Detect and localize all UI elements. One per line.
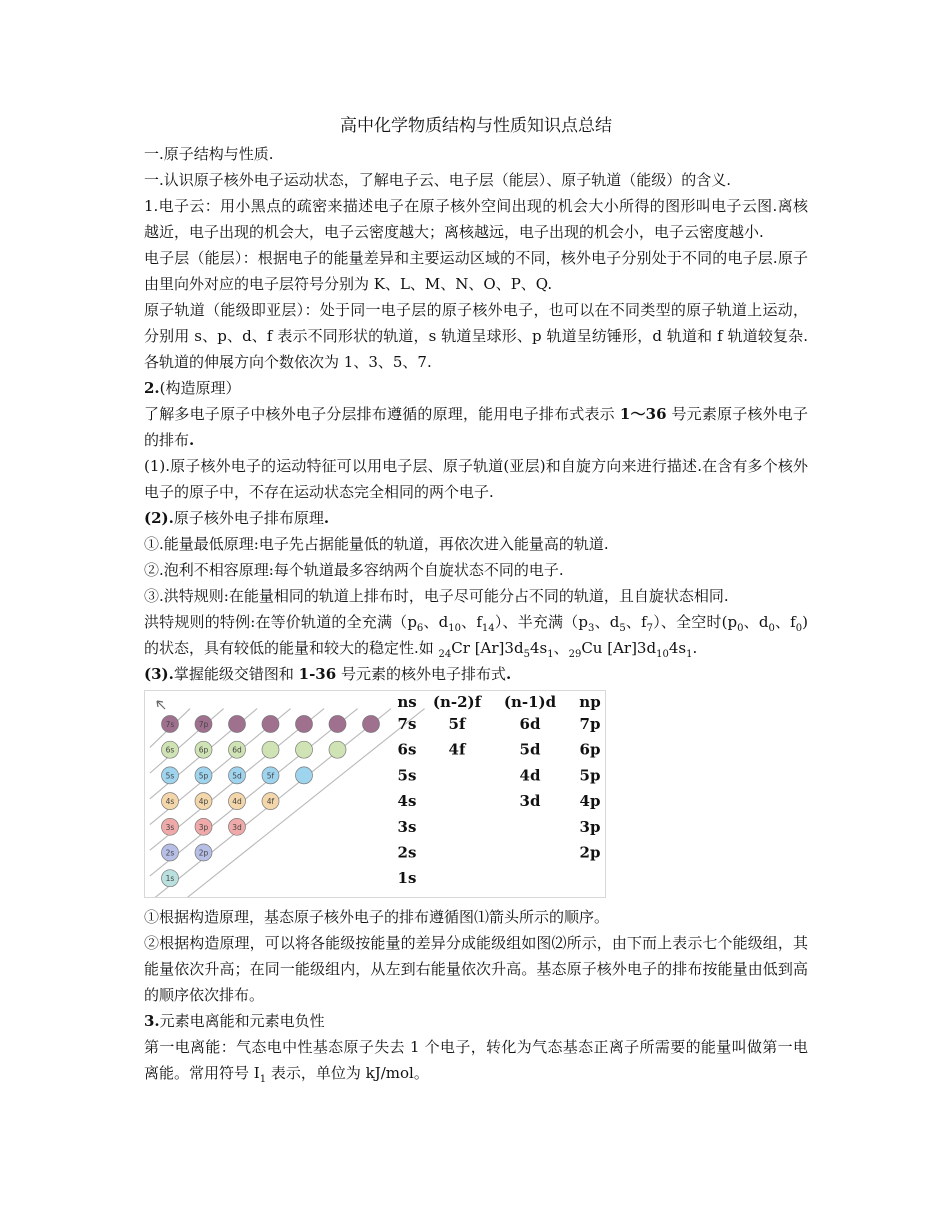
orbital-label: 4f bbox=[266, 797, 275, 807]
hund-text: ）、全空时(p bbox=[653, 613, 738, 631]
paragraph-hund: ③.洪特规则:在能量相同的轨道上排布时，电子尽可能分占不同的轨道，且自旋状态相同. bbox=[144, 587, 729, 605]
level-label: 6s bbox=[397, 740, 417, 759]
subscript: 10 bbox=[448, 623, 461, 634]
orbital-circle bbox=[329, 716, 346, 733]
orbital-circle bbox=[296, 741, 313, 758]
hund-text: 洪特规则的特例:在等价轨道的全充满（p bbox=[144, 613, 417, 631]
orbital-label: 5p bbox=[198, 771, 209, 781]
heading-energy-level-diagram bbox=[144, 661, 808, 687]
atomic-number: 24 bbox=[438, 649, 452, 660]
energy-level-diagram bbox=[144, 690, 606, 898]
ionization-text-b: 表示，单位为 kJ/mol。 bbox=[266, 1064, 429, 1082]
level-label: 2s bbox=[397, 843, 417, 862]
section-heading-atomic-structure: 一.原子结构与性质. bbox=[144, 145, 274, 163]
level-label: 6p bbox=[579, 740, 601, 759]
hund-text: ）、半充满（p bbox=[494, 613, 589, 631]
orbital-label: 1s bbox=[165, 874, 175, 884]
level-label: 2p bbox=[579, 843, 601, 862]
heading-aufbau-number: 2. bbox=[144, 379, 160, 397]
paragraph-atomic-orbital: 原子轨道（能级即亚层）：处于同一电子层的原子核外电子，也可以在不同类型的原子轨道上运动，分别用 s、p、d、f 表示不同形状的轨道，s 轨道呈球形、p 轨道呈纺锤形，d 轨道和 f 轨道较复杂.各轨道的伸展方向个数依次为 1、3、5、7. bbox=[144, 301, 808, 371]
level-label: 7s bbox=[397, 715, 417, 733]
heading-aufbau-text: (构造原理） bbox=[159, 379, 241, 397]
orbital-label: 3d bbox=[232, 822, 242, 832]
level-label: 4f bbox=[448, 740, 466, 759]
level-label: 3d bbox=[519, 792, 541, 811]
orbital-label: 5d bbox=[232, 771, 242, 781]
subscript: 10 bbox=[656, 649, 669, 660]
orbital-circle bbox=[363, 716, 380, 733]
copper-config: 4s bbox=[668, 639, 687, 657]
hund-text: 、f bbox=[774, 613, 796, 631]
column-header: (n-2)f bbox=[432, 693, 482, 711]
subscript: 5 bbox=[619, 623, 626, 634]
paragraph-aufbau-objective bbox=[144, 401, 808, 453]
heading-text: 元素电离能和元素电负性 bbox=[159, 1012, 325, 1030]
chromium-config: Cr [Ar]3d bbox=[451, 639, 524, 657]
paragraph-first-ionization bbox=[144, 1034, 808, 1086]
heading-aufbau-principle bbox=[144, 375, 808, 401]
orbital-circle bbox=[262, 716, 279, 733]
level-label: 4s bbox=[397, 792, 417, 811]
orbital-circle bbox=[329, 741, 346, 758]
paragraph-rule-order: ①根据构造原理，基态原子核外电子的排布遵循图⑴箭头所示的顺序。 bbox=[144, 908, 610, 926]
subscript: 1 bbox=[259, 1074, 267, 1085]
orbital-label: 3s bbox=[165, 822, 175, 832]
copper-config: Cu [Ar]3d bbox=[581, 639, 657, 657]
subsection-heading-electron-motion: 一.认识原子核外电子运动状态，了解电子云、电子层（能层）、原子轨道（能级）的含义. bbox=[144, 171, 732, 189]
separator: 、 bbox=[553, 639, 569, 657]
subscript: 0 bbox=[795, 623, 803, 634]
diagonal-arrow-line bbox=[150, 709, 224, 774]
subscript: 3 bbox=[588, 623, 595, 634]
hund-text: )的状态，具有较低的能量和较大的稳定性.如 bbox=[144, 613, 808, 657]
orbital-circle bbox=[296, 716, 313, 733]
document-title: 高中化学物质结构与性质知识点总结 bbox=[340, 116, 612, 136]
heading-range: 1-36 bbox=[298, 665, 337, 683]
chromium-config: 4s bbox=[529, 639, 548, 657]
subscript: 0 bbox=[737, 623, 744, 634]
diagonal-arrow-line bbox=[150, 709, 358, 876]
level-label: 5f bbox=[448, 715, 466, 733]
subscript: 6 bbox=[416, 623, 424, 634]
principle-dot: . bbox=[323, 509, 330, 527]
heading-text-b: 号元素的核外电子排布式 bbox=[336, 665, 506, 683]
column-header: (n-1)d bbox=[503, 693, 557, 711]
level-label: 1s bbox=[397, 869, 417, 888]
level-label: 5p bbox=[579, 766, 601, 785]
orbital-label: 6s bbox=[165, 745, 175, 755]
orbital-label: 2s bbox=[165, 848, 175, 858]
orbital-label: 7s bbox=[165, 720, 175, 729]
diagonal-arrows bbox=[150, 701, 425, 897]
orbital-circle bbox=[262, 741, 279, 758]
orbital-circle bbox=[296, 767, 313, 784]
level-label: 7p bbox=[579, 715, 601, 733]
level-label: 6d bbox=[519, 715, 541, 733]
period: . bbox=[692, 639, 698, 657]
column-header: np bbox=[579, 693, 601, 711]
subscript: 5 bbox=[523, 649, 530, 660]
level-label: 4d bbox=[519, 766, 541, 785]
aufbau-range: 1～36 bbox=[619, 405, 667, 423]
orbital-circle bbox=[229, 716, 246, 733]
hund-text: 、d bbox=[594, 613, 620, 631]
hund-text: 、d bbox=[743, 613, 769, 631]
principle-number: (2). bbox=[144, 509, 174, 527]
heading-number: (3). bbox=[144, 665, 174, 683]
paragraph-lowest-energy: ①.能量最低原理:电子先占据能量低的轨道，再依次进入能量高的轨道. bbox=[144, 535, 609, 553]
aufbau-order-diagram bbox=[145, 691, 605, 897]
arrow-head-icon bbox=[157, 701, 165, 709]
column-header: ns bbox=[397, 693, 417, 711]
level-label: 5s bbox=[397, 766, 417, 785]
hund-text: 、f bbox=[625, 613, 647, 631]
orbital-label: 4p bbox=[198, 797, 209, 807]
aufbau-dot: . bbox=[189, 431, 195, 449]
orbital-label: 2p bbox=[198, 848, 209, 858]
orbital-label: 6d bbox=[232, 745, 242, 755]
orbital-label: 7p bbox=[198, 720, 209, 729]
hund-text: 、f bbox=[461, 613, 482, 631]
paragraph-motion-features: (1).原子核外电子的运动特征可以用电子层、原子轨道(亚层)和自旋方向来进行描述.在含有多个核外电子的原子中，不存在运动状态完全相同的两个电子. bbox=[144, 457, 808, 501]
orbital-label: 5s bbox=[165, 771, 175, 781]
orbital-label: 3p bbox=[198, 822, 209, 832]
heading-arrangement-principles bbox=[144, 505, 808, 531]
subscript: 7 bbox=[646, 623, 654, 634]
subscript: 14 bbox=[481, 623, 495, 634]
subscript: 1 bbox=[547, 649, 554, 660]
hund-text: 、d bbox=[423, 613, 449, 631]
orbital-label: 5f bbox=[266, 771, 275, 781]
level-label: 5d bbox=[519, 740, 541, 759]
heading-dot: . bbox=[505, 665, 512, 683]
level-label: 3p bbox=[579, 817, 601, 836]
aufbau-text-b: 号元素原子核外电子的排布 bbox=[144, 405, 809, 449]
paragraph-hund-exception bbox=[144, 609, 808, 661]
document-page bbox=[144, 112, 808, 1086]
aufbau-text-a: 了解多电子原子中核外电子分层排布遵循的原理，能用电子排布式表示 bbox=[144, 405, 620, 423]
paragraph-electron-layer: 电子层（能层）：根据电子的能量差异和主要运动区域的不同，核外电子分别处于不同的电子层.原子由里向外对应的电子层符号分别为 K、L、M、N、O、P、Q. bbox=[144, 249, 808, 293]
heading-number: 3. bbox=[144, 1012, 160, 1030]
subscript: 1 bbox=[686, 649, 693, 660]
principle-text: 原子核外电子排布原理 bbox=[173, 509, 324, 527]
level-label: 4p bbox=[579, 792, 601, 811]
heading-ionization-electronegativity bbox=[144, 1008, 808, 1034]
level-label: 3s bbox=[397, 817, 417, 836]
orbital-label: 4d bbox=[232, 797, 242, 807]
paragraph-electron-cloud: 1.电子云：用小黑点的疏密来描述电子在原子核外空间出现的机会大小所得的图形叫电子云图.离核越近，电子出现的机会大，电子云密度越大；离核越远，电子出现的机会小，电子云密度越小. bbox=[144, 197, 808, 241]
atomic-number: 29 bbox=[568, 649, 582, 660]
orbital-label: 4s bbox=[165, 797, 175, 807]
paragraph-rule-groups: ②根据构造原理，可以将各能级按能量的差异分成能级组如图⑵所示，由下而上表示七个能级组，其能量依次升高；在同一能级组内，从左到右能量依次升高。基态原子核外电子的排布按能量由低到高的顺序依次排布。 bbox=[144, 934, 808, 1004]
paragraph-pauli: ②.泡利不相容原理:每个轨道最多容纳两个自旋状态不同的电子. bbox=[144, 561, 564, 579]
orbital-label: 6p bbox=[198, 745, 209, 755]
ionization-text-a: 第一电离能：气态电中性基态原子失去 1 个电子，转化为气态基态正离子所需要的能量叫做第一电离能。常用符号 I bbox=[144, 1038, 808, 1082]
heading-text-a: 掌握能级交错图和 bbox=[173, 665, 299, 683]
subscript: 0 bbox=[768, 623, 775, 634]
